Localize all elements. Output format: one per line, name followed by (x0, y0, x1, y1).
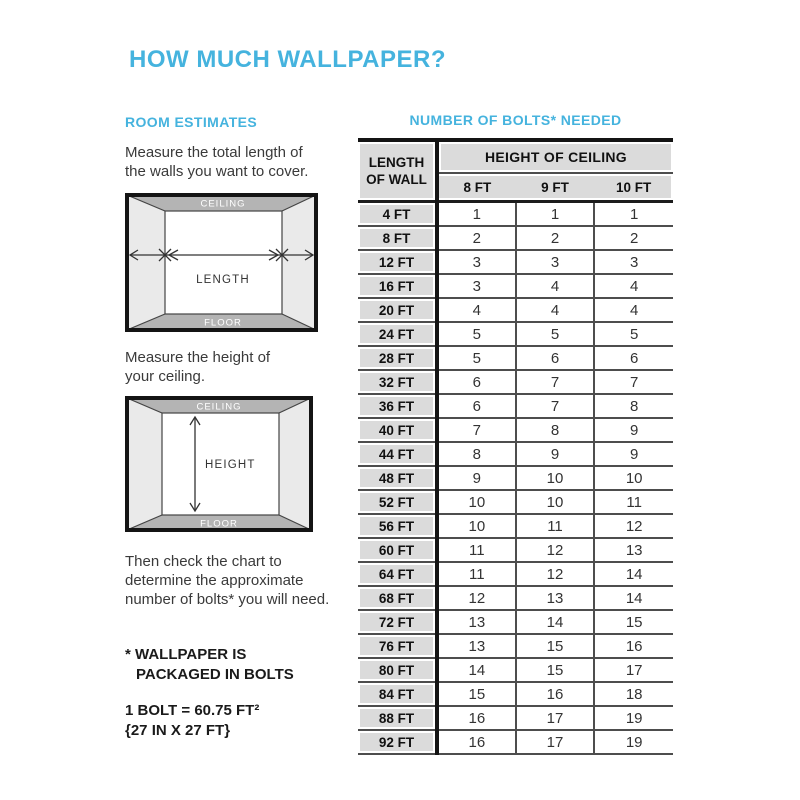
table-row (358, 658, 673, 682)
bolt-count-cell: 14 (594, 562, 673, 586)
back-wall (165, 211, 282, 314)
text-line: 1 BOLT = 60.75 FT² (125, 702, 260, 719)
table-row (358, 346, 673, 370)
bolt-count-cell: 7 (437, 418, 516, 442)
wall-length-cell: 64 FT (358, 562, 437, 586)
text-line: your ceiling. (125, 368, 206, 385)
wall-length-cell: 36 FT (358, 394, 437, 418)
bolt-count-cell: 12 (516, 538, 595, 562)
wall-length-cell: 16 FT (358, 274, 437, 298)
table-row (358, 610, 673, 634)
table-row (358, 730, 673, 754)
table-row (358, 274, 673, 298)
bolt-count-cell: 1 (437, 202, 516, 227)
height-room-diagram (125, 396, 313, 532)
bolt-count-cell: 16 (437, 730, 516, 754)
text-line: number of bolts* you will need. (125, 591, 330, 608)
table-row (358, 682, 673, 706)
length-label: LENGTH (196, 274, 250, 286)
measure-height-text (125, 348, 360, 386)
col-header-10ft: 10 FT (594, 173, 673, 202)
bolts-footnote (125, 645, 360, 685)
bolt-count-cell: 4 (594, 274, 673, 298)
right-wall-panel (282, 195, 316, 330)
text-line: PACKAGED IN BOLTS (136, 666, 294, 683)
wall-length-cell: 8 FT (358, 226, 437, 250)
bolts-table-heading: NUMBER OF BOLTS* NEEDED (409, 112, 622, 128)
bolt-count-cell: 15 (594, 610, 673, 634)
table-row (358, 706, 673, 730)
bolt-count-cell: 6 (437, 394, 516, 418)
table-row (358, 202, 673, 227)
bolt-count-cell: 4 (516, 274, 595, 298)
bolt-count-cell: 11 (594, 490, 673, 514)
bolt-count-cell: 13 (516, 586, 595, 610)
bolts-needed-section (358, 112, 673, 755)
bolt-count-cell: 8 (516, 418, 595, 442)
col-header-8ft: 8 FT (437, 173, 516, 202)
wall-length-cell: 24 FT (358, 322, 437, 346)
bolt-count-cell: 9 (516, 442, 595, 466)
table-row (358, 490, 673, 514)
bolt-count-cell: 10 (437, 514, 516, 538)
wall-length-cell: 72 FT (358, 610, 437, 634)
table-row (358, 226, 673, 250)
bolt-count-cell: 5 (437, 346, 516, 370)
bolt-count-cell: 15 (516, 634, 595, 658)
bolt-count-cell: 19 (594, 730, 673, 754)
bolt-count-cell: 16 (516, 682, 595, 706)
bolt-count-cell: 3 (594, 250, 673, 274)
wall-length-cell: 32 FT (358, 370, 437, 394)
wall-length-cell: 40 FT (358, 418, 437, 442)
text-line: the walls you want to cover. (125, 163, 309, 180)
bolt-count-cell: 6 (516, 346, 595, 370)
bolt-count-cell: 14 (594, 586, 673, 610)
room-estimates-heading: ROOM ESTIMATES (125, 114, 258, 130)
bolt-count-cell: 15 (437, 682, 516, 706)
left-wall-panel (127, 398, 162, 530)
length-room-diagram (125, 193, 318, 332)
bolt-count-cell: 1 (516, 202, 595, 227)
bolt-count-cell: 8 (594, 394, 673, 418)
text-line: * WALLPAPER IS (125, 646, 247, 663)
ceiling-label: CEILING (200, 198, 246, 210)
text-line: {27 IN X 27 FT} (125, 722, 231, 739)
bolt-count-cell: 4 (437, 298, 516, 322)
bolt-count-cell: 3 (516, 250, 595, 274)
bolt-count-cell: 4 (594, 298, 673, 322)
bolt-count-cell: 5 (594, 322, 673, 346)
wall-length-cell: 60 FT (358, 538, 437, 562)
bolts-table-head (358, 140, 673, 202)
bolt-count-cell: 3 (437, 274, 516, 298)
bolt-count-cell: 6 (437, 370, 516, 394)
bolt-count-cell: 18 (594, 682, 673, 706)
bolt-count-cell: 7 (516, 370, 595, 394)
bolt-count-cell: 13 (437, 610, 516, 634)
check-chart-text (125, 552, 360, 609)
bolt-count-cell: 11 (437, 562, 516, 586)
table-row (358, 586, 673, 610)
bolt-count-cell: 2 (516, 226, 595, 250)
bolt-count-cell: 14 (437, 658, 516, 682)
table-row (358, 634, 673, 658)
wall-length-cell: 44 FT (358, 442, 437, 466)
bolt-count-cell: 13 (437, 634, 516, 658)
bolt-count-cell: 15 (516, 658, 595, 682)
wall-length-cell: 80 FT (358, 658, 437, 682)
text-line: Measure the total length of (125, 144, 303, 161)
bolt-count-cell: 10 (516, 490, 595, 514)
table-row (358, 442, 673, 466)
bolt-count-cell: 2 (594, 226, 673, 250)
bolt-count-cell: 10 (594, 466, 673, 490)
bolt-size-note (125, 701, 360, 741)
table-row (358, 394, 673, 418)
ceiling-label: CEILING (196, 401, 242, 413)
bolt-count-cell: 6 (594, 346, 673, 370)
bolt-count-cell: 17 (594, 658, 673, 682)
bolt-count-cell: 16 (437, 706, 516, 730)
measure-length-text (125, 143, 360, 181)
length-of-wall-header (358, 140, 437, 202)
bolt-count-cell: 14 (516, 610, 595, 634)
bolt-count-cell: 7 (594, 370, 673, 394)
table-row (358, 370, 673, 394)
bolt-count-cell: 11 (437, 538, 516, 562)
wall-length-cell: 52 FT (358, 490, 437, 514)
bolt-count-cell: 11 (516, 514, 595, 538)
bolt-count-cell: 9 (437, 466, 516, 490)
bolt-count-cell: 12 (594, 514, 673, 538)
bolt-count-cell: 17 (516, 730, 595, 754)
right-wall-panel (279, 398, 311, 530)
wall-length-cell: 12 FT (358, 250, 437, 274)
wall-length-cell: 76 FT (358, 634, 437, 658)
bolts-table-body (358, 202, 673, 755)
room-estimates-section (125, 114, 360, 741)
wall-length-cell: 28 FT (358, 346, 437, 370)
bolt-count-cell: 9 (594, 442, 673, 466)
bolt-count-cell: 9 (594, 418, 673, 442)
wall-length-cell: 4 FT (358, 202, 437, 227)
bolt-count-cell: 3 (437, 250, 516, 274)
page-title: HOW MUCH WALLPAPER? (129, 46, 447, 74)
height-label: HEIGHT (205, 459, 256, 471)
table-row (358, 250, 673, 274)
bolts-table (358, 138, 673, 755)
height-of-ceiling-header: HEIGHT OF CEILING (437, 140, 673, 173)
bolt-count-cell: 13 (594, 538, 673, 562)
bolt-count-cell: 4 (516, 298, 595, 322)
wall-length-cell: 20 FT (358, 298, 437, 322)
table-row (358, 298, 673, 322)
bolt-count-cell: 10 (516, 466, 595, 490)
bolt-count-cell: 2 (437, 226, 516, 250)
wall-length-cell: 56 FT (358, 514, 437, 538)
col-header-9ft: 9 FT (516, 173, 595, 202)
bolt-count-cell: 5 (437, 322, 516, 346)
bolt-count-cell: 1 (594, 202, 673, 227)
bolt-count-cell: 17 (516, 706, 595, 730)
table-row (358, 322, 673, 346)
floor-label: FLOOR (200, 518, 238, 530)
wall-length-cell: 84 FT (358, 682, 437, 706)
text-line: Then check the chart to (125, 553, 282, 570)
bolt-count-cell: 10 (437, 490, 516, 514)
bolt-count-cell: 8 (437, 442, 516, 466)
text-line: determine the approximate (125, 572, 304, 589)
table-row (358, 418, 673, 442)
text-line: OF WALL (366, 172, 427, 187)
left-wall-panel (127, 195, 165, 330)
bolt-count-cell: 12 (516, 562, 595, 586)
table-row (358, 466, 673, 490)
wall-length-cell: 92 FT (358, 730, 437, 754)
table-row (358, 538, 673, 562)
wall-length-cell: 68 FT (358, 586, 437, 610)
floor-label: FLOOR (204, 317, 242, 329)
bolt-count-cell: 19 (594, 706, 673, 730)
table-row (358, 562, 673, 586)
bolt-count-cell: 7 (516, 394, 595, 418)
bolt-count-cell: 5 (516, 322, 595, 346)
bolt-count-cell: 16 (594, 634, 673, 658)
text-line: LENGTH (368, 155, 425, 170)
text-line: Measure the height of (125, 349, 271, 366)
wall-length-cell: 48 FT (358, 466, 437, 490)
table-row (358, 514, 673, 538)
bolt-count-cell: 12 (437, 586, 516, 610)
wall-length-cell: 88 FT (358, 706, 437, 730)
